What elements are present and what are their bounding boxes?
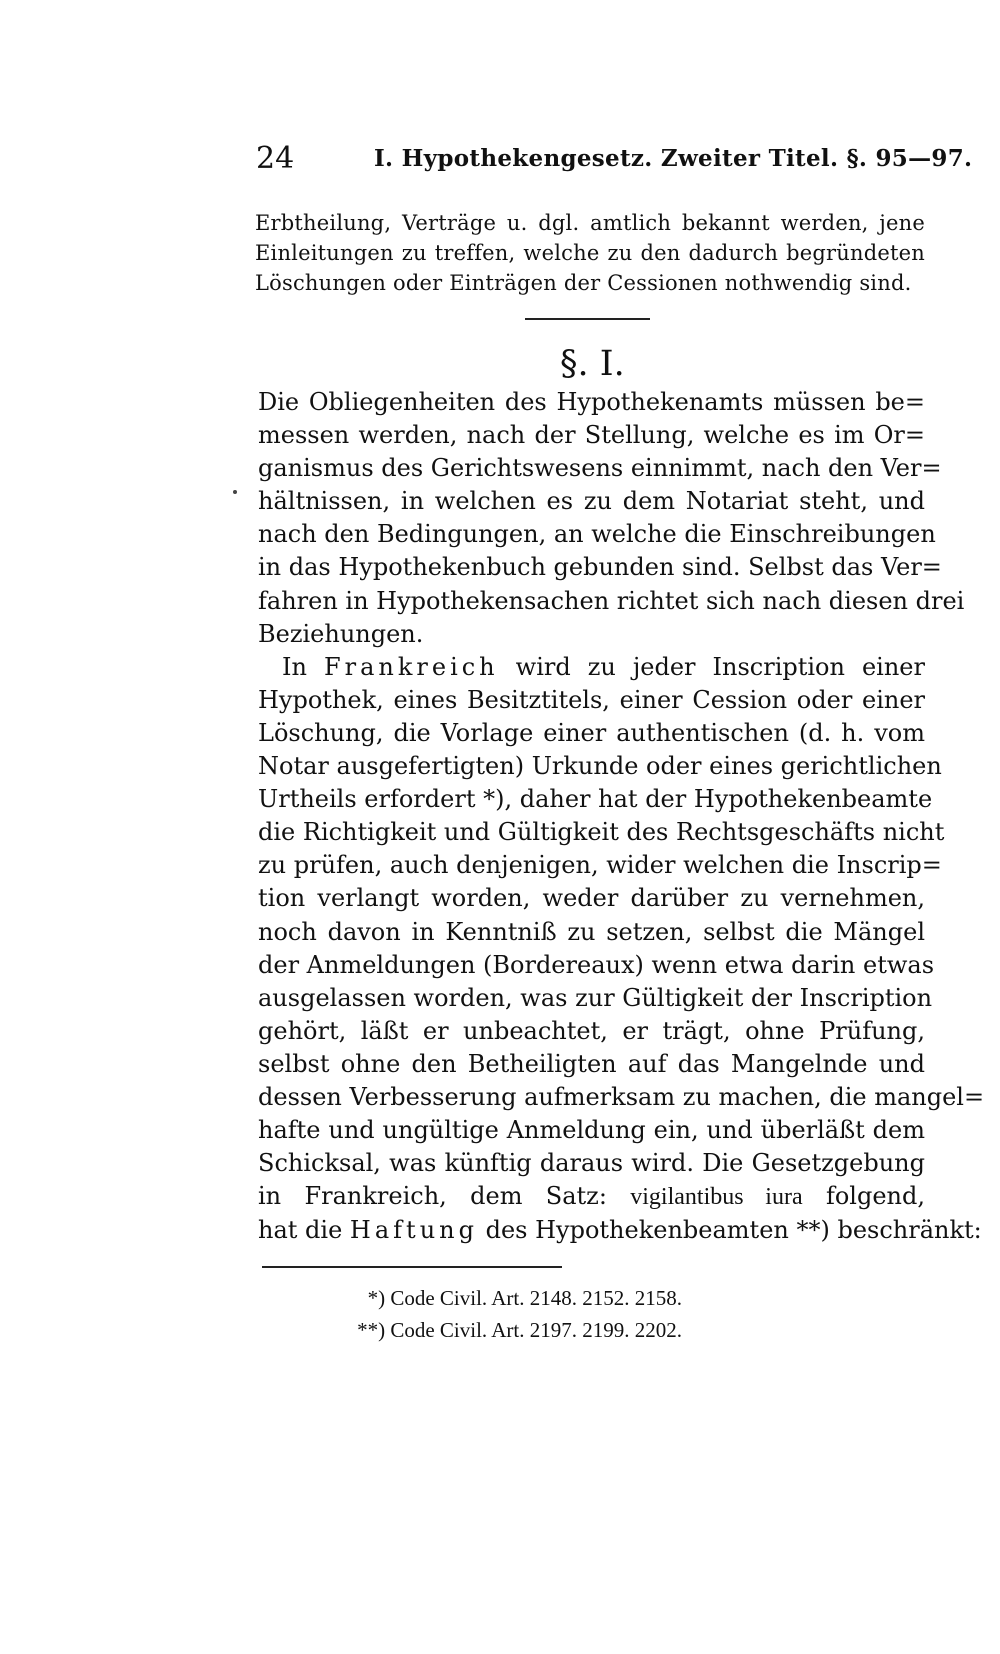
margin-mark [233,490,237,494]
footnotes [250,1282,682,1346]
body-line: die Richtigkeit und Gültigkeit des Rechtsgeschäfts nicht [258,818,945,847]
intro-line: Löschungen oder Einträgen der Cessionen nothwendig sind. [255,271,912,295]
body-text-fragment: in Frankreich, dem Satz: [258,1182,631,1211]
body-line: der Anmeldungen (Bordereaux) wenn etwa darin etwas [258,950,935,979]
body-line: Urtheils erfordert *), daher hat der Hypothekenbeamte [258,785,933,814]
body-line [258,651,925,684]
footnote: *) Code Civil. Art. 2148. 2152. 2158. [367,1286,682,1310]
body-line: ausgelassen worden, was zur Gültigkeit der Inscription [258,983,933,1012]
footnote-rule [262,1266,562,1268]
section-heading: §. I. [560,344,625,384]
emphasized-word: Frankreich [323,652,499,681]
body-text-fragment: des Hypothekenbeamten **) beschränkt: [477,1216,982,1245]
body-text [258,386,985,1247]
body-line: Notar ausgefertigten) Urkunde oder eines gerichtlichen [258,752,942,781]
latin-phrase: vigilantibus iura [630,1184,803,1211]
footnote: **) Code Civil. Art. 2197. 2199. 2202. [357,1318,682,1342]
body-line: tion verlangt worden, weder darüber zu vernehmen, [258,884,925,913]
running-head: I. Hypothekengesetz. Zweiter Titel. §. 95—97. [374,145,973,172]
body-text-fragment: wird zu jeder Inscription einer [498,652,925,681]
body-line: Hypothek, eines Besitztitels, einer Cession oder einer [258,685,925,714]
body-line [258,1214,982,1247]
body-line: gehört, läßt er unbeachtet, er trägt, ohne Prüfung, [258,1016,925,1045]
page-header [256,141,973,177]
body-line: in das Hypothekenbuch gebunden sind. Selbst das Ver= [258,553,942,582]
intro-line: Einleitungen zu treffen, welche zu den dadurch begründeten [255,241,925,265]
body-line: hafte und ungültige Anmeldung ein, und überläßt dem [258,1116,925,1145]
body-line: ganismus des Gerichtswesens einnimmt, nach den Ver= [258,454,942,483]
body-line: fahren in Hypothekensachen richtet sich nach diesen drei [258,586,965,615]
page-number: 24 [256,141,295,176]
body-text-fragment: In [282,652,324,681]
body-text-fragment: hat die [258,1216,350,1245]
body-line: messen werden, nach der Stellung, welche es im Or= [258,421,925,450]
body-line: zu prüfen, auch denjenigen, wider welchen die Inscrip= [258,851,942,880]
body-text-fragment: folgend, [802,1182,925,1211]
body-line [258,1180,925,1214]
body-line: Die Obliegenheiten des Hypothekenamts müssen be= [258,388,925,416]
intro-paragraph [255,208,925,298]
body-line: noch davon in Kenntniß zu setzen, selbst die Mängel [258,917,925,946]
body-line: Beziehungen. [258,619,424,648]
body-line: dessen Verbesserung aufmerksam zu machen, die mangel= [258,1082,985,1111]
body-line: Schicksal, was künftig daraus wird. Die Gesetzgebung [258,1149,925,1178]
body-line: Löschung, die Vorlage einer authentischen (d. h. vom [258,718,925,747]
body-line: nach den Bedingungen, an welche die Einschreibungen [258,520,936,549]
section-divider [525,318,650,320]
emphasized-word: Haftung [349,1216,478,1245]
body-line: hältnissen, in welchen es zu dem Notariat steht, und [258,487,925,516]
intro-line: Erbtheilung, Verträge u. dgl. amtlich bekannt werden, jene [255,211,925,235]
body-line: selbst ohne den Betheiligten auf das Mangelnde und [258,1049,925,1078]
